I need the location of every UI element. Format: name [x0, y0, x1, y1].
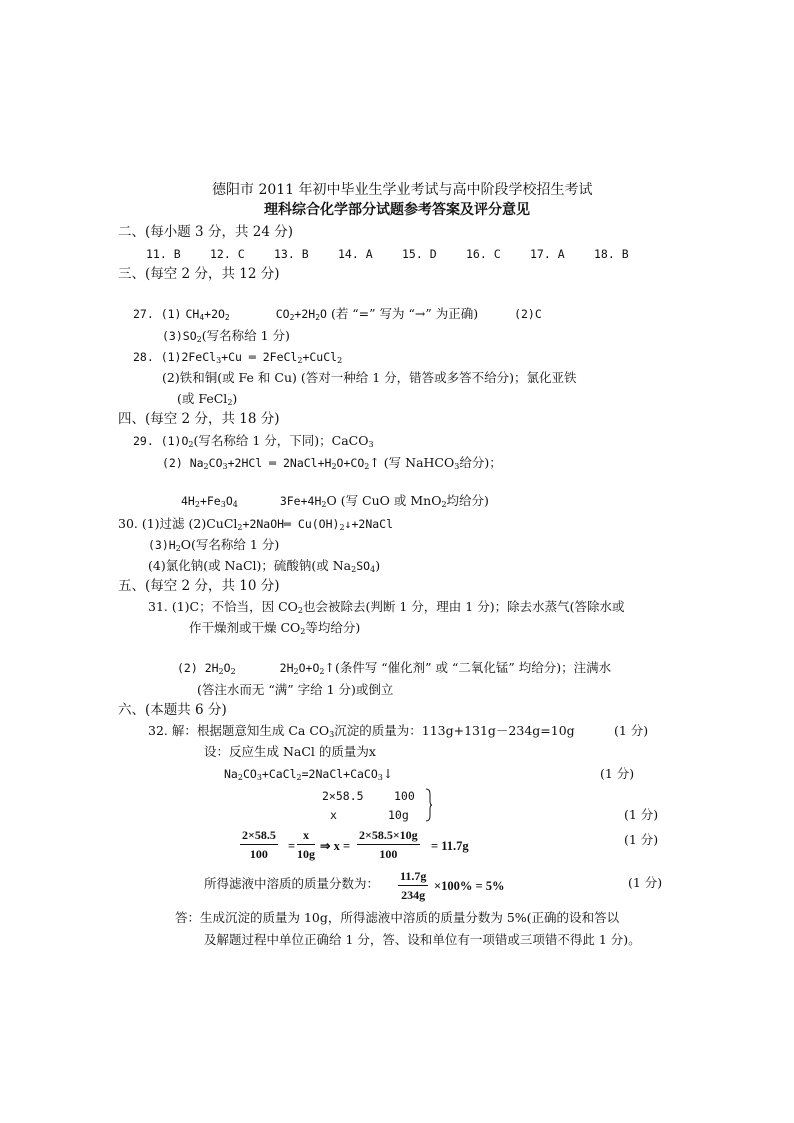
q31-1-b: 也会被除去(判断 1 分，理由 1 分)；除去水蒸气(答除水或 [303, 599, 625, 614]
q32-3-score: (1 分) [600, 766, 635, 781]
fraction-2 [297, 828, 315, 862]
fraction-2-numerator: x [297, 828, 315, 845]
answer-line-1: 答：生成沉淀的质量为 10g，所得滤液中溶质的质量分数为 5%(正确的设和答以 [175, 910, 620, 925]
right-brace-icon [425, 788, 433, 822]
answer-17: 17. A [530, 247, 565, 261]
q32-ratio-bottom-a: x [330, 808, 337, 822]
q32-1-score: (1 分) [614, 723, 649, 738]
fraction-4-denominator: 234g [401, 888, 426, 902]
fraction-4-numerator: 11.7g [398, 869, 428, 886]
section-4-heading: 四、(每空 2 分，共 18 分) [118, 411, 280, 427]
q32-7-line: 所得滤液中溶质的质量分数为： [204, 876, 380, 891]
q30-4-line: (4)氯化钠(或 NaCl)；硫酸钠(或 $Na_2SO_4$) [148, 558, 381, 574]
q31-1-d: 等均给分) [305, 620, 361, 635]
answer-16: 16. C [466, 247, 501, 261]
fraction-3-denominator: 100 [379, 847, 398, 861]
q31-2-d: O+O [298, 661, 320, 675]
fraction-4 [398, 869, 428, 903]
q31-1-line: 31. (1)C；不恰当，因 $CO_2$也会被除去(判断 1 分，理由 1 分)；除去水蒸气(答除水或 [148, 599, 625, 615]
q27-line [133, 306, 542, 322]
fraction-4-tail: ×100% = 5% [434, 879, 505, 893]
answer-line-2: 及解题过程中单位正确给 1 分，答、设和单位有一项错或三项错不得此 1 分)。 [204, 932, 641, 947]
formula-result: = 11.7g [431, 839, 469, 853]
answer-13: 13. B [274, 247, 309, 261]
q32-ratio-bottom [330, 807, 409, 823]
q29-3-c: O [225, 494, 233, 508]
q28-end: +CuCl [302, 350, 338, 364]
q30-4-b: SO [356, 559, 371, 573]
q32-3-b: CO [242, 767, 257, 781]
q32-ratio-top-a: 2×58.5 [322, 789, 364, 803]
q30-1-c: ↓+2NaCl [344, 517, 394, 531]
q29-2-e: ↑ (写 NaHCO [369, 455, 455, 470]
q32-3-e: ↓ [382, 766, 394, 781]
q31-2-a: (2) 2H [177, 661, 219, 675]
q28-line: 28. (1)2FeCl$_3$+Cu ═ 2FeCl$_2$+CuCl$_2$ [133, 350, 343, 365]
q32-1-a: 32. 解：根据题意知生成 Ca CO [148, 723, 330, 738]
q32-1-b: 沉淀的质量为：113g+131g－234g=10g [334, 723, 575, 738]
formula-implies: ⇒ x = [320, 839, 351, 853]
q31-1-c: 作干燥剂或干燥 CO [189, 620, 301, 635]
q32-7-score: (1 分) [628, 875, 663, 890]
exam-subtitle: 理科综合化学部分试题参考答案及评分意见 [264, 202, 530, 218]
q31-2-c: 2H [279, 661, 294, 675]
q29-1-line: 29. $(1)O_2$(写名称给 1 分，下同)；CaCO$_3$ [133, 433, 374, 449]
q31-2-e: ↑(条件写 “催化剂” 或 “二氧化锰” 均给分)；注满水 [324, 660, 612, 675]
fraction-1 [240, 828, 278, 862]
fraction-2-denominator: 10g [297, 847, 315, 861]
q32-3-line: $Na_2CO_3+CaCl_2=2NaCl+CaCO_3↓$ [224, 766, 394, 782]
q29-2-b: CO [208, 456, 223, 470]
q31-2f-line: (答注水而无 “满” 字给 1 分)或倒立 [197, 682, 394, 697]
section-2-answers [146, 246, 629, 262]
q29-2-f: 给分)； [459, 455, 502, 470]
q27-num: 27. (1) [133, 307, 182, 321]
q30-4-c: ) [375, 558, 381, 573]
formula-equals: = [288, 839, 296, 853]
q29-1-formula: 29. (1)O [133, 434, 189, 448]
q27-products: $CO_2+2H_2O$ [275, 307, 327, 322]
fraction-1-denominator: 100 [249, 847, 268, 861]
q32-ratio-top [322, 788, 415, 804]
q32-5-score: (1 分) [624, 807, 659, 822]
fraction-3-numerator: 2×58.5×10g [357, 828, 420, 845]
answer-11: 11. B [146, 247, 181, 261]
q32-ratio-bottom-b: 10g [388, 808, 409, 822]
q29-2-d: O+CO [336, 456, 365, 470]
q28-2-line: (2)铁和铜(或 Fe 和 Cu) (答对一种给 1 分，错答或多答不给分)；氯化亚铁 [162, 370, 577, 385]
q29-3-d: 3Fe+4H [279, 494, 322, 508]
q28-mid: +Cu ═ 2FeCl [221, 350, 298, 364]
q29-3-a: 4H [181, 494, 195, 508]
q30-1-a: 30. (1)过滤 (2)CuCl [118, 516, 238, 531]
q32-3-d: =2NaCl+CaCO [301, 767, 378, 781]
q27-part2: (2)C [514, 307, 542, 321]
q27-note: (若 “=” 写为 “→” 为正确) [330, 306, 479, 321]
q27-3-formula: (3)SO [162, 329, 197, 343]
q29-3-e: O (写 CuO 或 MnO [326, 493, 442, 508]
q29-2-c: +2HCl ═ 2NaCl+H [227, 456, 332, 470]
q32-ratio-top-b: 100 [394, 789, 415, 803]
q29-1-note: (写名称给 1 分，下同)；CaCO [193, 433, 369, 448]
q28-2b-text: (或 FeCl [177, 391, 228, 406]
q32-1-line: 32. 解：根据题意知生成 Ca $CO_3$沉淀的质量为：113g+131g－234g=10g [148, 723, 575, 739]
section-6-heading: 六、(本题共 6 分) [118, 702, 227, 718]
q30-3-a: (3)H [148, 538, 176, 552]
answer-14: 14. A [338, 247, 373, 261]
q31-1-a: 31. (1)C；不恰当，因 CO [148, 599, 298, 614]
q29-3-line: $4H_2+Fe_3O_4$ $3Fe+4H_2O$ (写 CuO 或 MnO$_2$均给分) [181, 493, 489, 509]
fraction-1-numerator: 2×58.5 [240, 828, 278, 845]
q29-2-a: (2) Na [162, 456, 204, 470]
q32-3-a: Na [224, 767, 238, 781]
q32-3-c: +CaCl [261, 767, 297, 781]
section-3-heading: 三、(每空 2 分，共 12 分) [118, 266, 280, 282]
q30-3-line: $(3)H_2O$(写名称给 1 分) [148, 537, 280, 553]
q31-2-b: O [223, 661, 231, 675]
q29-2-line: (2) $Na_2CO_3+2HCl$ ═ $2NaCl+H_2O+CO_2↑$ (写 NaHCO$_3$给分)； [162, 455, 502, 471]
formula-score: (1 分) [624, 832, 659, 847]
q28-num: 28. (1)2FeCl [133, 350, 217, 364]
q27-3-note: (写名称给 1 分) [201, 328, 290, 343]
q30-1-line: 30. (1)过滤 (2)CuCl$_2$+2NaOH═ $Cu(OH)_2↓+2NaCl$ [118, 516, 394, 532]
q32-2-line: 设：反应生成 NaCl 的质量为x [204, 744, 376, 759]
answer-12: 12. C [210, 247, 245, 261]
q30-1-b: +2NaOH═ Cu(OH) [242, 517, 340, 531]
q31-1c-line: 作干燥剂或干燥 $CO_2$等均给分) [189, 620, 361, 636]
q29-3-b: +Fe [199, 494, 221, 508]
q28-2b-line: (或 FeCl$_2$) [177, 391, 238, 407]
q27-reactants: $CH_4+2O_2$ [185, 307, 230, 322]
answer-18: 18. B [594, 247, 629, 261]
q28-2b-close: ) [232, 391, 238, 406]
q29-3-f: 均给分) [446, 493, 489, 508]
q31-2-line: (2) $2H_2O_2$ $2H_2O+O_2↑$(条件写 “催化剂” 或 “二氧化锰” 均给分)；注满水 [177, 660, 612, 676]
q30-3-b: O(写名称给 1 分) [180, 537, 280, 552]
section-5-heading: 五、(每空 2 分，共 10 分) [118, 578, 280, 594]
q30-4-a: (4)氯化钠(或 NaCl)；硫酸钠(或 Na [148, 558, 352, 573]
q27-3-line: $(3)SO_2$(写名称给 1 分) [162, 328, 290, 344]
section-2-heading: 二、(每小题 3 分，共 24 分) [118, 224, 293, 240]
exam-title: 德阳市 2011 年初中毕业生学业考试与高中阶段学校招生考试 [212, 182, 593, 198]
fraction-3 [357, 828, 420, 862]
answer-15: 15. D [402, 247, 437, 261]
